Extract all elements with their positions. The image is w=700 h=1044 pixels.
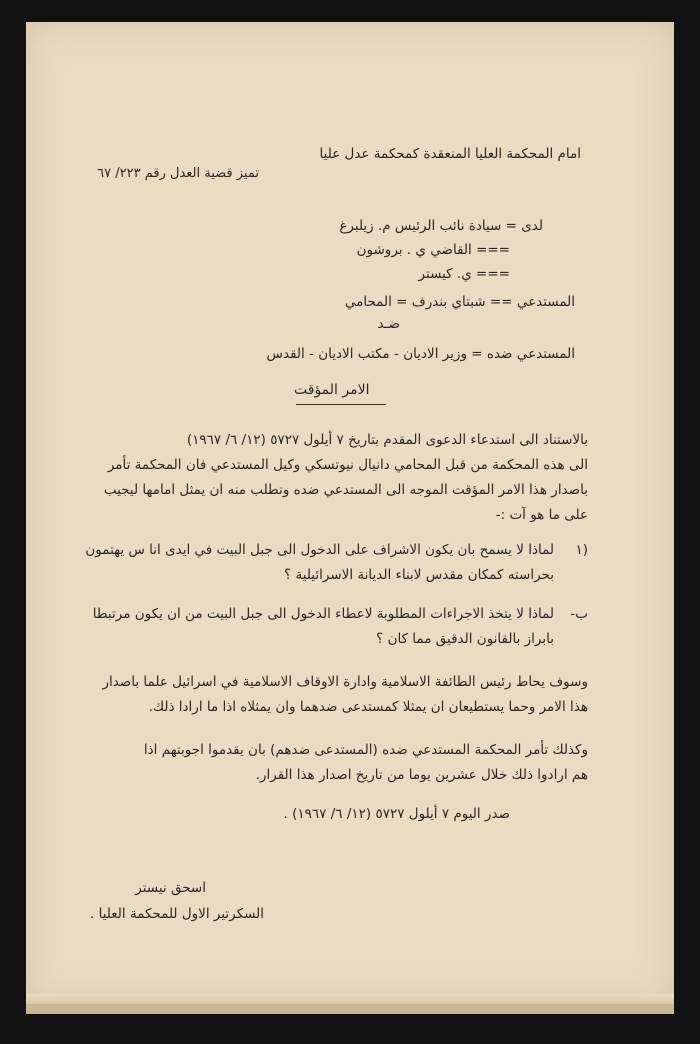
para2-line-1: وسوف يحاط رئيس الطائفة الاسلامية وادارة الاوقاف الاسلامية في اسرائيل علما باصدار [102, 674, 588, 690]
item-1-line-1: لماذا لا يسمح بان يكون الاشراف على الدخول الى جبل البيت في ايدى انا س يهتمون [85, 542, 554, 558]
respondent-line: المستدعي ضده = وزير الاديان - مكتب الاديان - القدس [266, 346, 575, 362]
date-line: صدر اليوم ٧ أيلول ٥٧٢٧ (١٢/ ٦/ ١٩٦٧) . [283, 806, 510, 822]
item-2-line-2: بابراز بالقانون الدقيق مما كان ؟ [376, 631, 554, 647]
intro-line-1: بالاستناد الى استدعاء الدعوى المقدم بتاريخ ٧ أيلول ٥٧٢٧ (١٢/ ٦/ ١٩٦٧) [186, 432, 588, 448]
signatory-title: السكرتير الاول للمحكمة العليا . [90, 906, 264, 922]
judge-line-2: === القاضي ي . بروشون [356, 242, 510, 258]
document-title: الامر المؤقت [294, 382, 370, 398]
signatory-name: اسحق نيستر [135, 880, 206, 896]
para3-line-2: هم ارادوا ذلك خلال عشرين يوما من تاريخ اصدار هذا القرار. [255, 767, 588, 783]
item-2-number: ب- [570, 606, 588, 622]
judge-line-3: === ي. كيستر [418, 266, 510, 282]
petitioner-line: المستدعي == شبتاي بندرف = المحامي [344, 294, 575, 310]
versus-label: ضـد [377, 316, 400, 332]
item-1-number: (١ [575, 542, 588, 558]
case-number: تميز قضية العدل رقم ٢٢٣/ ٦٧ [97, 166, 259, 181]
para2-line-2: هذا الامر وحما يستطيعان ان يمثلا كمستدعى ضدهما وان يمثلاه اذا ما ارادا ذلك. [148, 699, 588, 715]
item-1-line-2: بحراسته كمكان مقدس لابناء الديانة الاسرائيلية ؟ [284, 567, 554, 583]
para3-line-1: وكذلك تأمر المحكمة المستدعي ضده (المستدعى ضدهم) بان يقدموا اجوبتهم اذا [143, 742, 588, 758]
title-underline [296, 404, 386, 405]
item-2-line-1: لماذا لا يتخذ الاجراءات المطلوبة لاعطاء الدخول الى جبل البيت من ان يكون مرتبطا [92, 606, 554, 622]
intro-line-3: باصدار هذا الامر المؤقت الموجه الى المستدعي ضده وتطلب منه ان يمثل امامها ليجيب [103, 482, 588, 498]
intro-line-4: على ما هو آت :- [495, 507, 588, 523]
court-header: امام المحكمة العليا المنعقدة كمحكمة عدل عليا [319, 146, 581, 162]
judge-line-1: لدى = سيادة نائب الرئيس م. زيلبرغ [339, 218, 543, 234]
intro-line-2: الى هذه المحكمة من قبل المحامي دانيال نيوتسكي وكيل المستدعي فان المحكمة تأمر [107, 457, 588, 473]
